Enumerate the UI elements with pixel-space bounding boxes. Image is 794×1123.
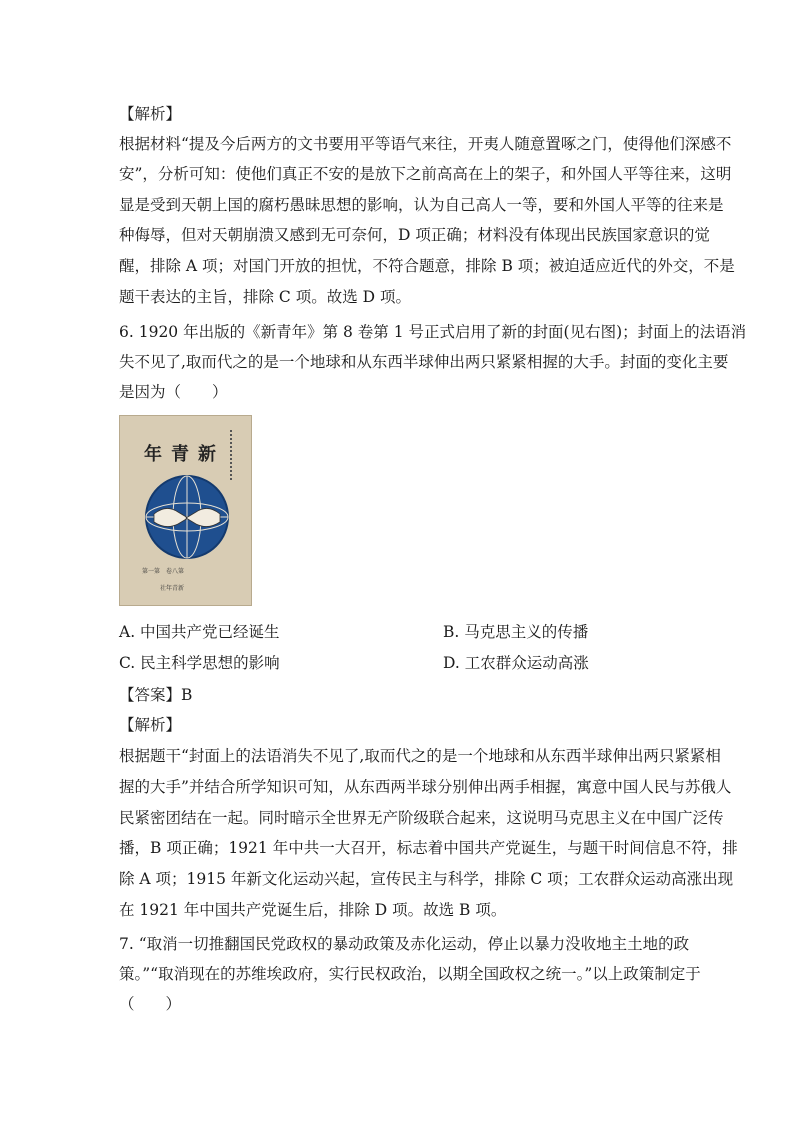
q6-analysis-line-1: 根据题干“封面上的法语消失不见了,取而代之的是一个地球和从东西半球伸出两只紧紧相 — [119, 747, 721, 765]
q6-stem-line-2: 失不见了,取而代之的是一个地球和从东西半球伸出两只紧紧相握的大手。封面的变化主要 — [119, 353, 729, 371]
q6-analysis-line-6: 在 1921 年中国共产党诞生后，排除 D 项。故选 B 项。 — [119, 901, 507, 919]
q6-option-d: D. 工农群众运动高涨 — [443, 654, 589, 672]
q5-analysis-line-6: 题干表达的主旨，排除 C 项。故选 D 项。 — [119, 288, 411, 306]
q6-analysis-line-5: 除 A 项；1915 年新文化运动兴起，宣传民主与科学，排除 C 项；工农群众运动高涨出现 — [119, 870, 734, 888]
q6-stem-line-1: 6. 1920 年出版的《新青年》第 8 卷第 1 号正式启用了新的封面(见右图)；封面上的法语消 — [119, 323, 747, 341]
cover-issue-text: 第一第 卷八第 — [142, 568, 185, 575]
cover-title: 年青新 — [144, 444, 225, 465]
q5-analysis-line-1: 根据材料“提及今后两方的文书要用平等语气来往，开夷人随意置啄之门，使得他们深感不 — [119, 135, 732, 153]
q7-stem-line-1: 7. “取消一切推翻国民党政权的暴动政策及赤化运动，停止以暴力没收地主土地的政 — [119, 935, 690, 953]
q6-analysis-line-4: 播，B 项正确；1921 年中共一大召开，标志着中国共产党诞生，与题干时间信息不符，排 — [119, 839, 738, 857]
q6-option-b: B. 马克思主义的传播 — [443, 623, 589, 641]
q6-analysis-line-3: 民紧密团结在一起。同时暗示全世界无产阶级联合起来，这说明马克思主义在中国广泛传 — [119, 809, 724, 827]
q6-option-c: C. 民主科学思想的影响 — [119, 654, 280, 672]
cover-publisher-text: 社年青新 — [160, 585, 185, 592]
magazine-cover-image — [119, 415, 252, 606]
q6-option-a: A. 中国共产党已经诞生 — [119, 623, 280, 641]
q5-analysis-heading: 【解析】 — [119, 105, 182, 123]
q7-stem-line-3: （ ） — [119, 995, 182, 1013]
q7-stem-line-2: 策。”“取消现在的苏维埃政府，实行民权政治，以期全国政权之统一。”以上政策制定于 — [119, 965, 701, 983]
q6-answer: 【答案】B — [119, 686, 193, 704]
q6-stem-line-3: 是因为（ ） — [119, 383, 228, 401]
q5-analysis-line-4: 种侮辱，但对天朝崩溃又感到无可奈何，D 项正确；材料没有体现出民族国家意识的觉 — [119, 226, 710, 244]
q5-analysis-line-2: 安”，分析可知：使他们真正不安的是放下之前高高在上的架子，和外国人平等往来，这明 — [119, 165, 732, 183]
q5-analysis-line-3: 显是受到天朝上国的腐朽愚昧思想的影响，认为自己高人一等，要和外国人平等的往来是 — [119, 196, 724, 214]
cover-vertical-text — [230, 430, 236, 480]
q6-analysis-heading: 【解析】 — [119, 716, 182, 734]
globe-handshake-icon — [144, 474, 230, 560]
q6-analysis-line-2: 握的大手”并结合所学知识可知，从东西两半球分别伸出两手相握，寓意中国人民与苏俄人 — [119, 778, 732, 796]
q5-analysis-line-5: 醒，排除 A 项；对国门开放的担忧，不符合题意，排除 B 项；被迫适应近代的外交，不是 — [119, 257, 735, 275]
